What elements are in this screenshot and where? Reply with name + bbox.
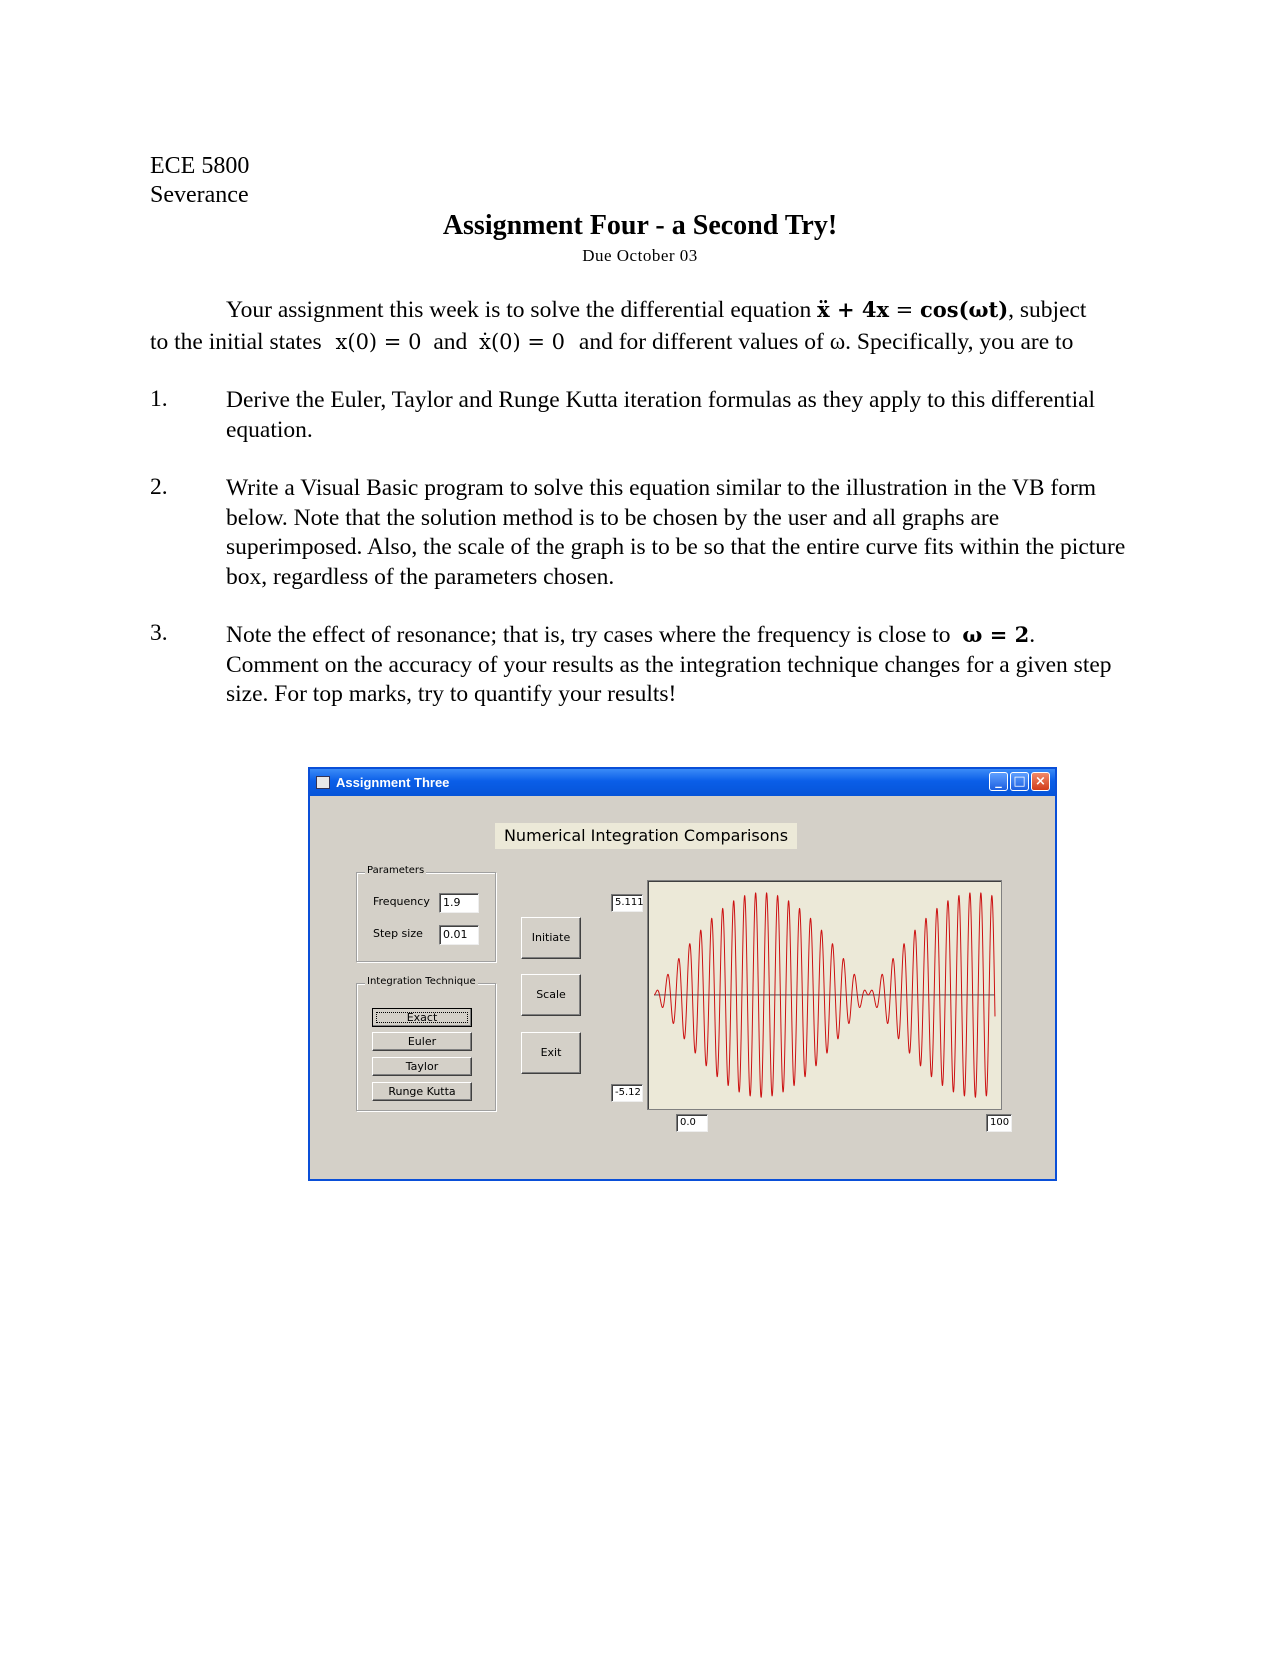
vb-window	[308, 767, 1057, 1181]
parameters-label: Parameters	[367, 865, 425, 876]
form-heading: Numerical Integration Comparisons	[495, 823, 797, 849]
stepsize-input[interactable]: 0.01	[439, 925, 479, 945]
y-min-label[interactable]: -5.12	[611, 1084, 643, 1102]
minimize-button[interactable]: _	[989, 772, 1008, 791]
course-block	[150, 152, 249, 210]
solution-plot	[648, 881, 1001, 1109]
vb-form-body	[310, 796, 1055, 1179]
runge-kutta-button[interactable]: Runge Kutta	[372, 1082, 472, 1101]
intro-line-1	[226, 294, 1086, 326]
item-text-3	[226, 620, 1126, 710]
equation-lhs: ẍ + 4x	[817, 297, 889, 322]
vb-titlebar[interactable]	[310, 769, 1055, 796]
parameters-frame	[356, 865, 496, 962]
stepsize-label: Step size	[373, 927, 423, 940]
x-min-label[interactable]: 0.0	[676, 1114, 708, 1132]
exact-button[interactable]: Exact	[372, 1008, 472, 1027]
course-code: ECE 5800	[150, 153, 250, 179]
item-text-1: Derive the Euler, Taylor and Runge Kutta iteration formulas as they apply to this differential equation.	[226, 387, 1096, 443]
intro-text-3: to the initial states	[150, 329, 322, 355]
intro-text-1: Your assignment this week is to solve the differential equation	[226, 297, 812, 323]
intro-line-2	[150, 326, 1073, 358]
intro-text-2: , subject	[1008, 297, 1087, 323]
exit-button[interactable]: Exit	[521, 1032, 581, 1074]
technique-label: Integration Technique	[367, 976, 476, 987]
technique-frame	[356, 976, 496, 1111]
initial-condition-2: ẋ(0) = 0	[479, 330, 566, 354]
intro-text-4: and for different values of ω. Specifically, you are to	[578, 329, 1074, 355]
page-title: Assignment Four - a Second Try!	[442, 210, 838, 241]
plot-picture-box	[647, 880, 1002, 1110]
frequency-label: Frequency	[373, 895, 430, 908]
intro-and: and	[433, 329, 468, 355]
resonance-equation: ω = 2	[962, 622, 1030, 647]
item-number-3: 3.	[150, 620, 168, 646]
equation-main: ẍ + 4x = cos(ωt)	[817, 297, 1009, 322]
item-number-1: 1.	[150, 386, 168, 412]
vb-window-title: Assignment Three	[336, 775, 450, 790]
frequency-input[interactable]: 1.9	[439, 893, 479, 913]
close-button[interactable]: ×	[1031, 772, 1050, 791]
app-icon	[316, 776, 330, 789]
item-text-2: Write a Visual Basic program to solve this equation similar to the illustration in the VB form below. Note that the solution method is to be chosen by the user and all graphs are superimposed. Also, the scale of the graph is to be so that the entire curve fits within the picture box, regardless of the parameters chosen.	[226, 475, 1126, 590]
initial-condition-1: x(0) = 0	[335, 330, 422, 354]
euler-button[interactable]: Euler	[372, 1032, 472, 1051]
item-number-2: 2.	[150, 474, 168, 500]
instructor-name: Severance	[150, 182, 249, 208]
initiate-button[interactable]: Initiate	[521, 917, 581, 959]
due-date: Due October 03	[582, 246, 698, 265]
x-max-label[interactable]: 100	[986, 1114, 1012, 1132]
equation-rhs: cos(ωt)	[919, 297, 1009, 322]
item-3-text-b: . Comment on the accuracy of your results as the integration technique changes for a given step size. For top marks, try to quantify your results!	[226, 622, 1112, 707]
taylor-button[interactable]: Taylor	[372, 1057, 472, 1076]
item-3-text-a: Note the effect of resonance; that is, try cases where the frequency is close to	[226, 622, 951, 648]
maximize-button[interactable]: □	[1010, 772, 1029, 791]
y-max-label[interactable]: 5.111	[611, 894, 643, 912]
scale-button[interactable]: Scale	[521, 974, 581, 1016]
